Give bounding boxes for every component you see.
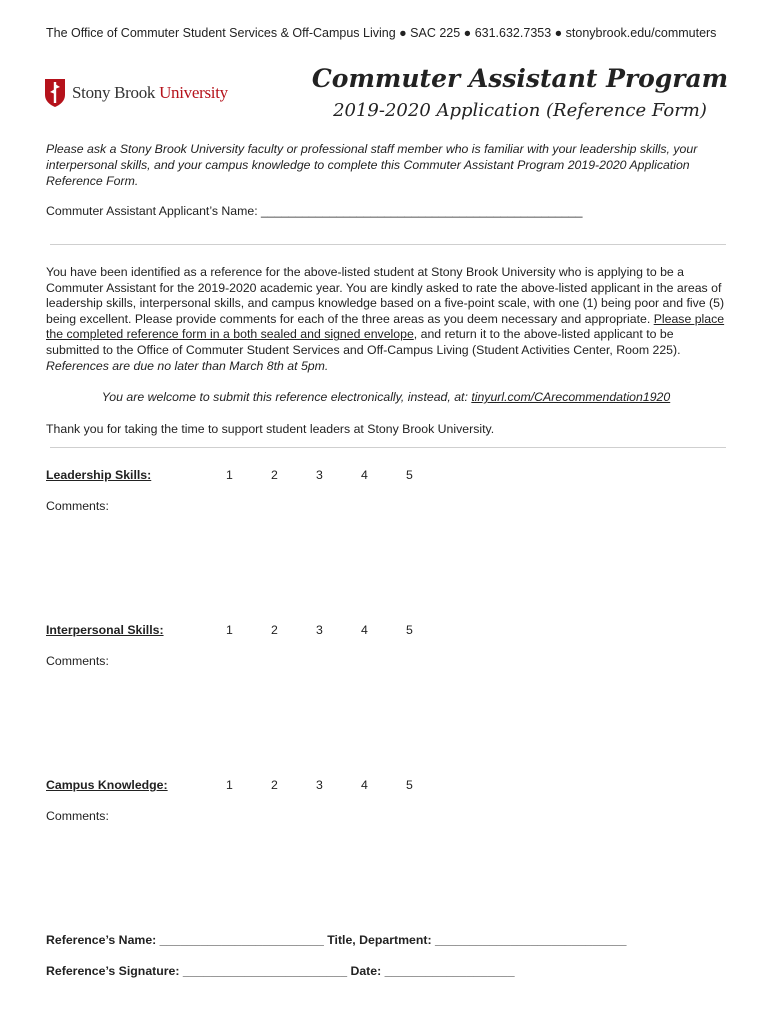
electronic-submission	[46, 390, 726, 404]
leadership-comments-label: Comments:	[46, 499, 109, 513]
stony-brook-logo	[44, 78, 228, 108]
rating-option[interactable]: 3	[316, 778, 323, 792]
instructions-paragraph	[46, 265, 730, 374]
rating-option[interactable]: 2	[271, 468, 278, 482]
rating-option[interactable]: 1	[226, 468, 233, 482]
recommendation-link[interactable]: tinyurl.com/CArecommendation1920	[471, 390, 671, 404]
divider	[50, 244, 726, 245]
rating-option[interactable]: 5	[406, 468, 413, 482]
electronic-text: You are welcome to submit this reference electronically, instead, at:	[101, 390, 472, 404]
page-subtitle: 2019-2020 Application (Reference Form)	[333, 100, 707, 121]
rating-option[interactable]: 2	[271, 778, 278, 792]
divider	[50, 447, 726, 448]
rating-option[interactable]: 4	[361, 468, 368, 482]
shield-icon	[44, 78, 66, 108]
leadership-skills-label: Leadership Skills:	[46, 468, 152, 482]
logo-text-stony-brook: Stony Brook	[72, 83, 160, 102]
interpersonal-comments-label: Comments:	[46, 654, 109, 668]
thanks-text: Thank you for taking the time to support student leaders at Stony Brook University.	[46, 422, 495, 436]
applicant-name-field[interactable]: Commuter Assistant Applicant’s Name: _______________________________________________	[46, 204, 583, 218]
rating-option[interactable]: 2	[271, 623, 278, 637]
rating-option[interactable]: 3	[316, 623, 323, 637]
campus-comments-label: Comments:	[46, 809, 109, 823]
rating-option[interactable]: 4	[361, 778, 368, 792]
intro-paragraph: Please ask a Stony Brook University faculty or professional staff member who is familiar with your leadership skills, your interpersonal skills, and your campus knowledge to complete this Commuter Assistant Program 2019-2020 Application Reference Form.	[46, 142, 698, 188]
instructions-text-1: You have been identified as a reference for the above-listed student at Stony Brook University who is applying to be a Commuter Assistant for the 2019-2020 academic year. You are kindly asked to rate the above-listed applicant in the areas of leadership skills, interpersonal skills, and campus knowledge based on a five-point scale, with one (1) being poor and five (5) being excellent. Please provide comments for each of the three areas as you deem necessary and appropriate.	[46, 265, 725, 326]
campus-knowledge-label: Campus Knowledge:	[46, 778, 168, 792]
rating-option[interactable]: 1	[226, 778, 233, 792]
rating-option[interactable]: 1	[226, 623, 233, 637]
office-contact-line: The Office of Commuter Student Services & Off-Campus Living ● SAC 225 ● 631.632.7353 ● stonybrook.edu/commuters	[46, 26, 717, 40]
rating-option[interactable]: 5	[406, 778, 413, 792]
reference-signature-line[interactable]: Reference’s Signature: ________________________ Date: ___________________	[46, 964, 515, 978]
rating-option[interactable]: 5	[406, 623, 413, 637]
rating-option[interactable]: 4	[361, 623, 368, 637]
interpersonal-skills-label: Interpersonal Skills:	[46, 623, 164, 637]
logo-text-university: University	[159, 83, 228, 102]
reference-name-line[interactable]: Reference’s Name: ________________________ Title, Department: ____________________________	[46, 933, 627, 947]
logo-wordmark	[72, 83, 228, 103]
instructions-text-2: , and return it to the above-listed applicant to be submitted to the Office of Commuter Student Services and Off-Campus Living (Student Activities Center, Room 225).	[46, 327, 681, 357]
instructions-underlined: Please place the completed reference form in a both sealed and signed envelope	[46, 311, 725, 342]
deadline-text: References are due no later than March 8th at 5pm.	[46, 358, 329, 373]
rating-option[interactable]: 3	[316, 468, 323, 482]
page-title: Commuter Assistant Program	[311, 64, 729, 93]
